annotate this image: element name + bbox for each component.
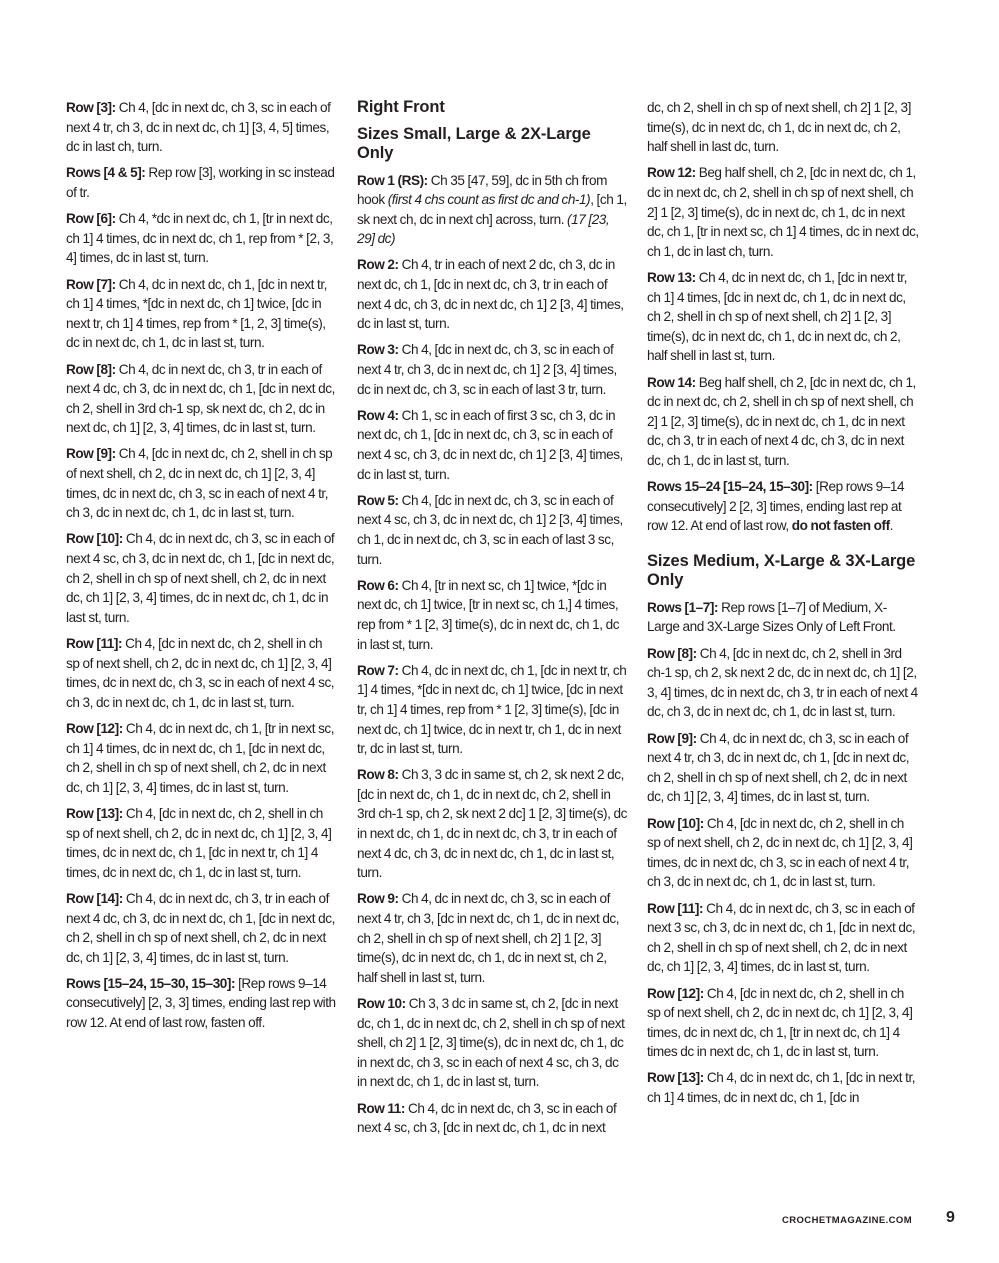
row-text: Ch 4, *dc in next dc, ch 1, [tr in next dc, ch 1] 4 times, dc in next dc, ch 1, rep from * [2, 3, 4] times, dc in last st, turn. [66,211,334,266]
row-label: Row [10]: [647,815,704,831]
row-text: Ch 4, dc in next dc, ch 3, sc in each of next 4 tr, ch 3, [dc in next dc, ch 1, dc in next dc, ch 2, shell in ch sp of next shell, ch 2] 1 [2, 3] time(s), dc in next dc, ch 1, dc in next st, ch 2, half shell in last st, turn. [357,891,620,985]
row-text: [Rep rows 9–14 consecutively] 2 [2, 3] times, ending last rep at row 12. At end of last row, [647,479,905,534]
row-text: Ch 4, dc in next dc, ch 3, tr in each of next 4 dc, ch 3, dc in next dc, ch 1, [dc in next dc, ch 2, shell in 3rd ch-1 sp, sk next dc, ch 2, dc in next dc, ch 1] [2, 3, 4] times, dc in last st, turn. [66,361,335,436]
instruction-row [357,491,629,569]
row-note: (first 4 chs count as first dc and ch-1) [387,192,591,208]
row-text: Ch 4, dc in next dc, ch 3, sc in each of next 4 sc, ch 3, [dc in next dc, ch 1, dc in next [357,1100,617,1136]
instruction-row [357,1099,629,1138]
row-text: Ch 4, dc in next dc, ch 1, [dc in next tr, ch 1] 4 times, *[dc in next dc, ch 1] twice, [dc in next tr, ch 1] 4 times, rep from * 1 [2, 3] time(s), [dc in next dc, ch 1] twice, dc in next tr, ch 1, dc in next tr, dc in last st, turn. [357,662,627,757]
row-text: [Rep rows 9–14 consecutively] [2, 3, 3] times, ending last rep with row 12. At end of last row, fasten off. [66,975,336,1031]
row-text: Beg half shell, ch 2, [dc in next dc, ch 1, dc in next dc, ch 2, shell in ch sp of next shell, ch 2] 1 [2, 3] time(s), dc in next dc, ch 1, dc in next dc, ch 3, tr in each of next 4 dc, ch 3, dc in next dc, ch 1, dc in last st, turn. [647,374,916,468]
row-text: Ch 3, 3 dc in same st, ch 2, sk next 2 dc, [dc in next dc, ch 1, dc in next dc, ch 2, shell in 3rd ch-1 sp, ch 2, sk next 2 dc] 1 [2, 3] time(s), dc in next dc, ch 1, dc in next dc, ch 3, tr in each of next 4 dc, ch 3, dc in next dc, ch 1, dc in last st, turn. [357,767,627,881]
section-heading: Sizes Medium, X-Large & 3X-Large Only [647,551,916,590]
row-text: Ch 4, dc in next dc, ch 3, sc in each of next 4 sc, ch 3, dc in next dc, ch 1, [dc in next dc, ch 2, shell in ch sp of next shell, ch 2, dc in next dc, ch 1] [2, 3, 4] times, dc in next dc, ch 1, dc in last st, turn. [66,531,335,625]
row-text: dc, ch 2, shell in ch sp of next shell, ch 2] 1 [2, 3] time(s), dc in next dc, ch 1, dc in next dc, ch 2, half shell in last dc, turn. [647,100,911,155]
row-label: Row [12]: [647,985,704,1001]
row-text: Ch 1, sc in each of first 3 sc, ch 3, dc in next dc, ch 1, [dc in next dc, ch 3, sc in each of next 4 sc, ch 3, dc in next dc, ch 1] 2 [3, 4] times, dc in last st, turn. [357,407,623,482]
instruction-row [647,598,919,637]
row-text: Ch 4, [dc in next dc, ch 2, shell in 3rd ch-1 sp, ch 2, sk next 2 dc, dc in next dc, ch 1] [2, 3, 4] times, dc in next dc, ch 3, tr in each of next 4 dc, ch 3, dc in next dc, ch 1, dc in last st, turn. [647,645,918,720]
instruction-row [66,529,338,627]
row-text: Ch 4, dc in next dc, ch 1, [dc in next tr, ch 1] 4 times, [dc in next dc, ch 1, dc in next dc, ch 2, shell in ch sp of next shell, ch 2] 1 [2, 3] time(s), dc in next dc, ch 1, dc in next dc, ch 2, half shell in last st, turn. [647,269,907,364]
instruction-row [66,889,338,967]
row-label: Row 9: [357,891,399,907]
row-text: Ch 4, dc in next dc, ch 1, [dc in next tr, ch 1] 4 times, dc in next dc, ch 1, [dc in [647,1070,916,1106]
row-text: Ch 4, dc in next dc, ch 3, tr in each of next 4 dc, ch 3, dc in next dc, ch 1, [dc in next dc, ch 2, shell in ch sp of next shell, ch 2, dc in next dc, ch 1] [2, 3, 4] times, dc in last st, turn. [66,890,335,965]
instruction-row [357,765,629,883]
page-number: 9 [946,1209,955,1226]
row-label: Row [13]: [647,1070,704,1086]
row-label: Row 6: [357,577,399,593]
row-label: Rows [4 & 5]: [66,165,146,181]
instruction-row [647,984,919,1062]
column-1 [66,98,338,1039]
row-text: Beg half shell, ch 2, [dc in next dc, ch 1, dc in next dc, ch 2, shell in ch sp of next shell, ch 2] 1 [2, 3] time(s), dc in next dc, ch 1, dc in next dc, ch 1, [tr in next sc, ch 1] 4 times, dc in next dc, ch 1, dc in last ch, turn. [647,165,919,259]
instruction-row [647,373,919,471]
row-label: Rows 15–24 [15–24, 15–30]: [647,479,813,495]
row-label: Row [9]: [647,730,697,746]
instruction-row [66,634,338,712]
row-label: Row [13]: [66,805,123,821]
instruction-row [647,163,919,261]
row-text: Ch 35 [47, 59], dc in 5th ch from hook [357,172,607,208]
instruction-row [66,209,338,268]
instruction-row [357,255,629,333]
instruction-row [647,729,919,807]
column-2 [357,98,629,1144]
column-3 [647,98,919,1114]
row-stitch-count: (17 [23, 29] dc) [357,211,610,247]
instruction-row [357,340,629,399]
row-text: Ch 4, [dc in next dc, ch 2, shell in ch sp of next shell, ch 2, dc in next dc, ch 1] [2, 3, 4] times, dc in next dc, ch 1, [tr in next dc, ch 1] 4 times dc in next dc, ch 1, dc in last st, turn. [647,985,913,1060]
row-text: Ch 4, [tr in next sc, ch 1] twice, *[dc in next dc, ch 1] twice, [tr in next sc, ch 1,] 4 times, rep from * 1 [2, 3] time(s), dc in next dc, ch 1, dc in last st, turn. [357,577,620,652]
row-label: Row [14]: [66,890,123,906]
row-text: Ch 4, dc in next dc, ch 3, sc in each of next 3 sc, ch 3, dc in next dc, ch 1, [dc in next dc, ch 2, shell in ch sp of next shell, ch 2, dc in next dc, ch 1] [2, 3, 4] times, dc in last st, turn. [647,900,916,975]
row-text: Ch 4, [dc in next dc, ch 3, sc in each of next 4 tr, ch 3, dc in next dc, ch 1] [3, 4, 5] times, dc in last ch, turn. [66,100,331,155]
instruction-row [647,899,919,977]
row-label: Row 7: [357,662,399,678]
row-text-cont: , [ch 1, sk next ch, dc in next ch] across, turn. [357,192,627,227]
instruction-row [66,719,338,797]
row-label: Row 5: [357,492,399,508]
row-text: Ch 4, [dc in next dc, ch 2, shell in ch sp of next shell, ch 2, dc in next dc, ch 1] [2, 3, 4] times, dc in next dc, ch 3, sc in each of next 4 tr, ch 3, dc in next dc, ch 1, dc in last st, turn. [647,815,913,890]
row-text: Rep row [3], working in sc instead of tr. [66,165,335,200]
instruction-row [647,98,919,157]
instruction-row [66,974,338,1033]
instruction-row [66,804,338,882]
section-heading: Right Front [357,98,445,116]
row-label: Row 1 (RS): [357,172,428,188]
instruction-row [66,275,338,353]
section-heading: Sizes Small, Large & 2X-Large Only [357,124,591,162]
row-text: Ch 4, dc in next dc, ch 1, [tr in next sc, ch 1] 4 times, dc in next dc, ch 1, [dc in next dc, ch 2, shell in ch sp of next shell, ch 2, dc in next dc, ch 1] [2, 3, 4] times, dc in last st, turn. [66,720,335,795]
row-label: Row 10: [357,996,406,1011]
row-label: Row [12]: [66,720,123,736]
instruction-row [357,576,629,654]
row-label: Row 13: [647,269,696,285]
instruction-row [647,268,919,366]
row-text: Rep rows [1–7] of Medium, X-Large and 3X-Large Sizes Only of Left Front. [647,599,896,635]
row-label: Row [10]: [66,531,123,547]
row-label: Row 3: [357,342,399,358]
instruction-row [647,814,919,892]
instruction-row [357,171,629,249]
instruction-row [357,889,629,987]
instruction-row [647,477,919,536]
instruction-row [357,661,629,759]
row-label: Row [8]: [647,645,697,661]
row-emphasis: do not fasten off [791,518,890,534]
row-label: Row 12: [647,165,696,181]
row-text: Ch 4, dc in next dc, ch 3, sc in each of next 4 tr, ch 3, dc in next dc, ch 1, [dc in next dc, ch 2, shell in ch sp of next shell, ch 2, dc in next dc, ch 1] [2, 3, 4] times, dc in last st, turn. [647,730,910,805]
row-text: Ch 4, dc in next dc, ch 1, [dc in next tr, ch 1] 4 times, *[dc in next dc, ch 1] twice, [dc in next tr, ch 1] 4 times, rep from * [1, 2, 3] time(s), dc in next dc, ch 1, dc in last st, turn. [66,276,328,351]
instruction-row [66,98,338,157]
instruction-row [647,644,919,722]
row-text: Ch 4, [dc in next dc, ch 2, shell in ch sp of next shell, ch 2, dc in next dc, ch 1] [2, 3, 4] times, dc in next dc, ch 3, sc in each of next 4 tr, ch 3, dc in next dc, ch 1, dc in last st, turn. [66,446,333,521]
row-text: Ch 4, [dc in next dc, ch 3, sc in each of next 4 tr, ch 3, dc in next dc, ch 1] 2 [3, 4] times, dc in next dc, ch 3, sc in each of last 3 tr, turn. [357,342,617,397]
row-label: Row 4: [357,407,399,423]
row-text: Ch 3, 3 dc in same st, ch 2, [dc in next dc, ch 1, dc in next dc, ch 2, shell in ch sp of next shell, ch 2] 1 [2, 3] time(s), dc in next dc, ch 1, dc in next dc, ch 3, sc in each of next 4 sc, ch 3, dc in next dc, ch 1, dc in last st, turn. [357,996,625,1090]
row-label: Row 2: [357,257,399,273]
instruction-row [66,163,338,202]
row-label: Row [8]: [66,361,116,377]
row-text: Ch 4, [dc in next dc, ch 3, sc in each of next 4 sc, ch 3, dc in next dc, ch 1] 2 [3, 4] times, ch 1, dc in next dc, ch 3, sc in each of last 3 sc, turn. [357,492,623,567]
row-label: Row 11: [357,1100,405,1116]
instruction-row [66,360,338,438]
row-label: Row [7]: [66,276,116,292]
row-label: Row [6]: [66,211,116,227]
row-text-cont: . [889,518,893,534]
row-label: Row [11]: [647,900,704,916]
row-label: Rows [15–24, 15–30, 15–30]: [66,975,236,991]
instruction-row [647,1068,919,1107]
row-label: Row [11]: [66,636,123,651]
footer-site-url: CROCHETMAGAZINE.COM [782,1215,913,1226]
row-label: Row [9]: [66,446,116,462]
row-text: Ch 4, [dc in next dc, ch 2, shell in ch sp of next shell, ch 2, dc in next dc, ch 1] [2, 3, 4] times, dc in next dc, ch 1, [dc in next tr, ch 1] 4 times, dc in next dc, ch 1, dc in last st, turn. [66,805,332,880]
row-text: Ch 4, tr in each of next 2 dc, ch 3, dc in next dc, ch 1, [dc in next dc, ch 3, tr in each of next 4 dc, ch 3, dc in next dc, ch 1] 2 [3, 4] times, dc in last st, turn. [357,257,624,332]
instruction-row [357,406,629,484]
row-text: Ch 4, [dc in next dc, ch 2, shell in ch sp of next shell, ch 2, dc in next dc, ch 1] [2, 3, 4] times, dc in next dc, ch 3, sc in each of next 4 sc, ch 3, dc in next dc, ch 1, dc in last st, turn. [66,636,335,710]
row-label: Row 8: [357,767,399,783]
row-label: Row [3]: [66,100,116,115]
instruction-row [66,444,338,522]
row-label: Rows [1–7]: [647,599,719,615]
instruction-row [357,994,629,1092]
row-label: Row 14: [647,374,696,390]
